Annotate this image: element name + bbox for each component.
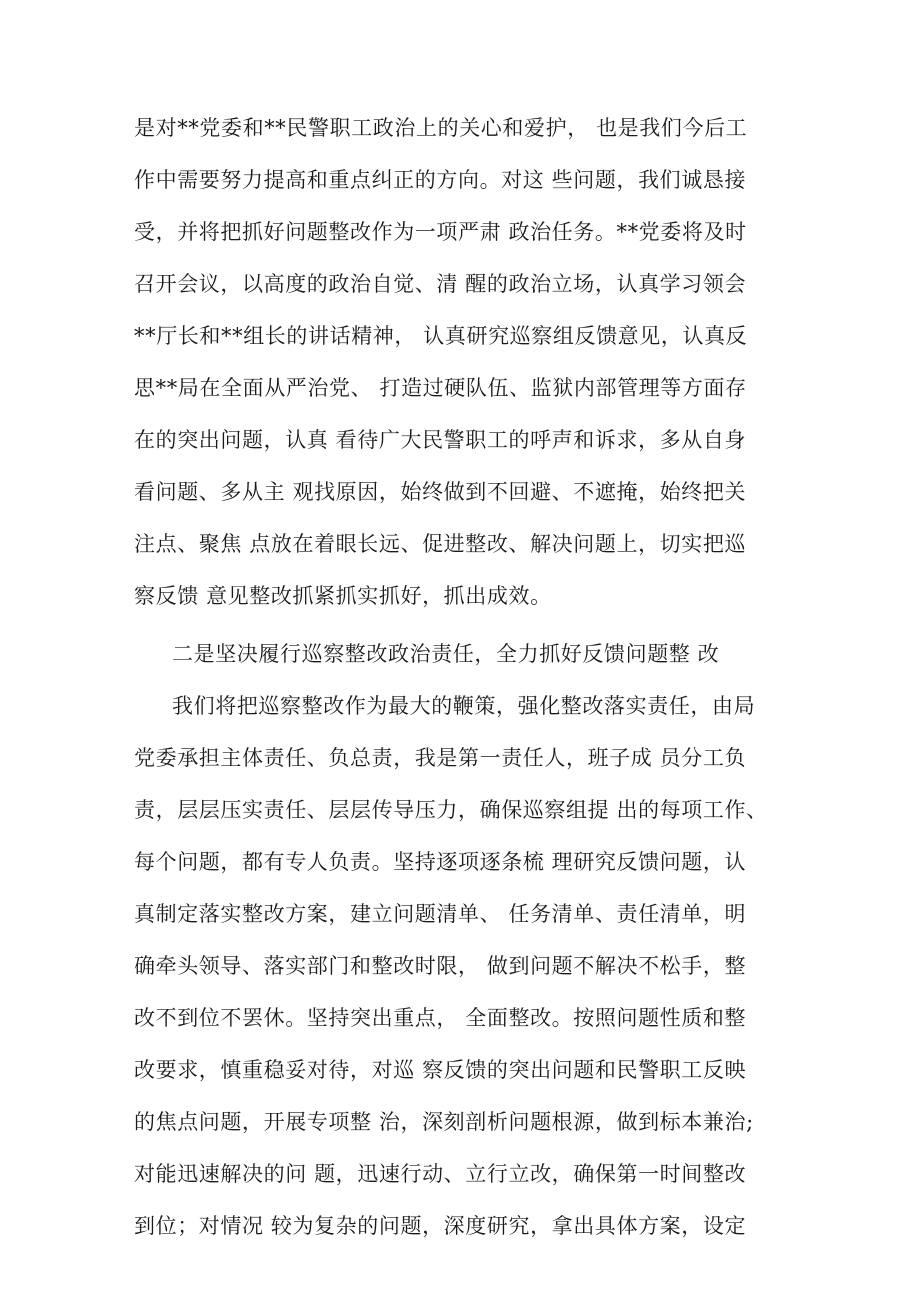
text-line: 真制定落实整改方案，建立问题清单、 任务清单、责任清单，明 — [134, 902, 747, 926]
text-line: 改不到位不罢休。坚持突出重点， 全面整改。按照问题性质和整 — [134, 1006, 747, 1030]
text-line: 召开会议，以高度的政治自觉、清 醒的政治立场，认真学习领会 — [134, 272, 747, 296]
text-line: 的焦点问题，开展专项整 治，深刻剖析问题根源，做到标本兼治; — [134, 1110, 754, 1134]
text-line: 每个问题，都有专人负责。坚持逐项逐条梳 理研究反馈问题，认 — [134, 850, 747, 874]
text-line: 在的突出问题，认真 看待广大民警职工的呼声和诉求，多从自身 — [134, 428, 747, 452]
section-heading: 二是坚决履行巡察整改政治责任，全力抓好反馈问题整 改 — [172, 642, 720, 666]
text-line: 对能迅速解决的问 题，迅速行动、立行立改，确保第一时间整改 — [134, 1162, 747, 1186]
text-line: **厅长和**组长的讲话精神， 认真研究巡察组反馈意见，认真反 — [134, 324, 748, 348]
text-line: 思**局在全面从严治党、 打造过硬队伍、监狱内部管理等方面存 — [134, 376, 747, 400]
text-line: 改要求，慎重稳妥对待，对巡 察反馈的突出问题和民警职工反映 — [134, 1058, 747, 1082]
text-line: 党委承担主体责任、负总责，我是第一责任人，班子成 员分工负 — [134, 746, 747, 770]
text-line: 作中需要努力提高和重点纠正的方向。对这 些问题，我们诚恳接 — [134, 168, 747, 192]
text-line: 责，层层压实责任、层层传导压力，确保巡察组提 出的每项工作、 — [134, 798, 768, 822]
text-line: 到位；对情况 较为复杂的问题，深度研究，拿出具体方案，设定 — [134, 1214, 747, 1238]
text-line: 受，并将把抓好问题整改作为一项严肃 政治任务。**党委将及时 — [134, 220, 747, 244]
text-line: 注点、聚焦 点放在着眼长远、促进整改、解决问题上，切实把巡 — [134, 532, 747, 556]
text-line: 是对**党委和**民警职工政治上的关心和爱护， 也是我们今后工 — [134, 116, 748, 140]
text-line: 确牵头领导、落实部门和整改时限， 做到问题不解决不松手，整 — [134, 954, 747, 978]
text-line: 我们将把巡察整改作为最大的鞭策，强化整改落实责任，由局 — [172, 694, 756, 718]
text-line: 察反馈 意见整改抓紧抓实抓好，抓出成效。 — [134, 584, 552, 608]
text-line: 看问题、多从主 观找原因，始终做到不回避、不遮掩，始终把关 — [134, 480, 747, 504]
